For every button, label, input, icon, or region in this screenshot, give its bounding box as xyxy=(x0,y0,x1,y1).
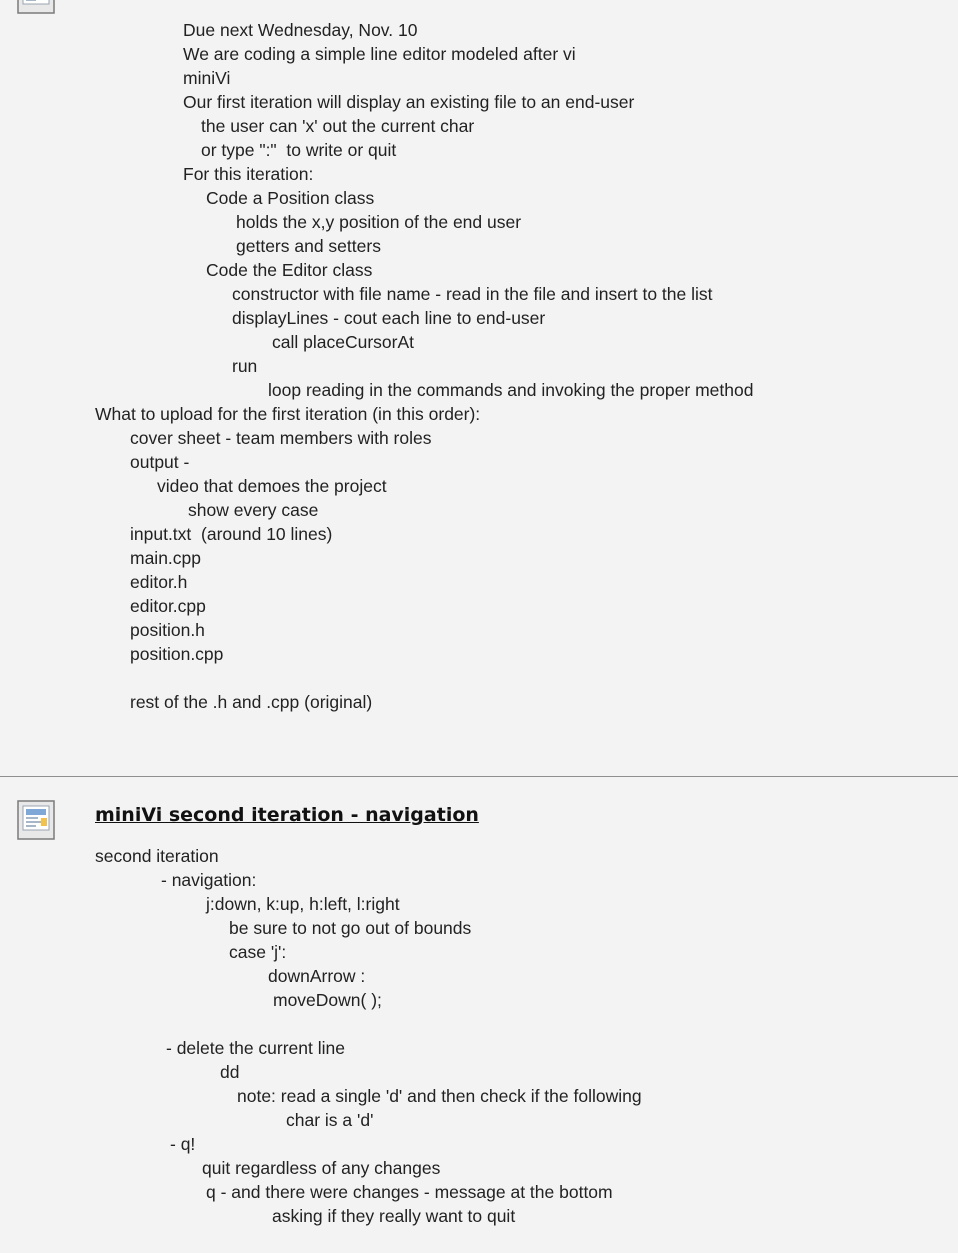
text-line: output - xyxy=(130,452,190,472)
text-line: moveDown( ); xyxy=(273,990,382,1010)
text-line: run xyxy=(232,356,258,376)
assignment-title-link[interactable]: miniVi second iteration - navigation xyxy=(95,804,479,826)
text-line: editor.cpp xyxy=(130,596,206,616)
text-line: q - and there were changes - message at the bottom xyxy=(206,1182,613,1202)
text-line: What to upload for the first iteration (in this order): xyxy=(95,404,481,424)
text-line: dd xyxy=(220,1062,240,1082)
text-line: case 'j': xyxy=(229,942,287,962)
text-line: be sure to not go out of bounds xyxy=(229,918,472,938)
text-line: cover sheet - team members with roles xyxy=(130,428,432,448)
text-line: call placeCursorAt xyxy=(272,332,414,352)
text-line: loop reading in the commands and invoking the proper method xyxy=(268,380,754,400)
section-divider xyxy=(0,776,958,777)
text-line: rest of the .h and .cpp (original) xyxy=(130,692,373,712)
text-line: video that demoes the project xyxy=(157,476,387,496)
text-line: Due next Wednesday, Nov. 10 xyxy=(183,20,418,40)
text-line: getters and setters xyxy=(236,236,381,256)
text-line: the user can 'x' out the current char xyxy=(201,116,475,136)
assignment-section-second-iteration xyxy=(0,778,958,1253)
text-line: We are coding a simple line editor modeled after vi xyxy=(183,44,576,64)
text-line: - navigation: xyxy=(161,870,257,890)
text-line: Code a Position class xyxy=(206,188,375,208)
text-line: holds the x,y position of the end user xyxy=(236,212,522,232)
text-line: - q! xyxy=(170,1134,196,1154)
assignment-icon[interactable] xyxy=(17,0,55,14)
text-line: quit regardless of any changes xyxy=(202,1158,441,1178)
text-line: or type ":" to write or quit xyxy=(201,140,397,160)
text-line: position.cpp xyxy=(130,644,224,664)
text-line: editor.h xyxy=(130,572,188,592)
text-line: show every case xyxy=(188,500,319,520)
text-line: j:down, k:up, h:left, l:right xyxy=(206,894,400,914)
text-line: position.h xyxy=(130,620,205,640)
text-line: miniVi xyxy=(183,68,231,88)
text-line: asking if they really want to quit xyxy=(272,1206,516,1226)
text-line: note: read a single 'd' and then check if the following xyxy=(237,1086,642,1106)
text-line: displayLines - cout each line to end-user xyxy=(232,308,546,328)
text-line: For this iteration: xyxy=(183,164,314,184)
text-line: downArrow : xyxy=(268,966,366,986)
text-line: Our first iteration will display an existing file to an end-user xyxy=(183,92,635,112)
assignment-icon[interactable] xyxy=(17,800,55,840)
text-line: second iteration xyxy=(95,846,219,866)
text-line: input.txt (around 10 lines) xyxy=(130,524,333,544)
text-line: char is a 'd' xyxy=(286,1110,374,1130)
text-line: constructor with file name - read in the file and insert to the list xyxy=(232,284,713,304)
text-line: Code the Editor class xyxy=(206,260,373,280)
text-line: main.cpp xyxy=(130,548,202,568)
text-line: - delete the current line xyxy=(166,1038,345,1058)
